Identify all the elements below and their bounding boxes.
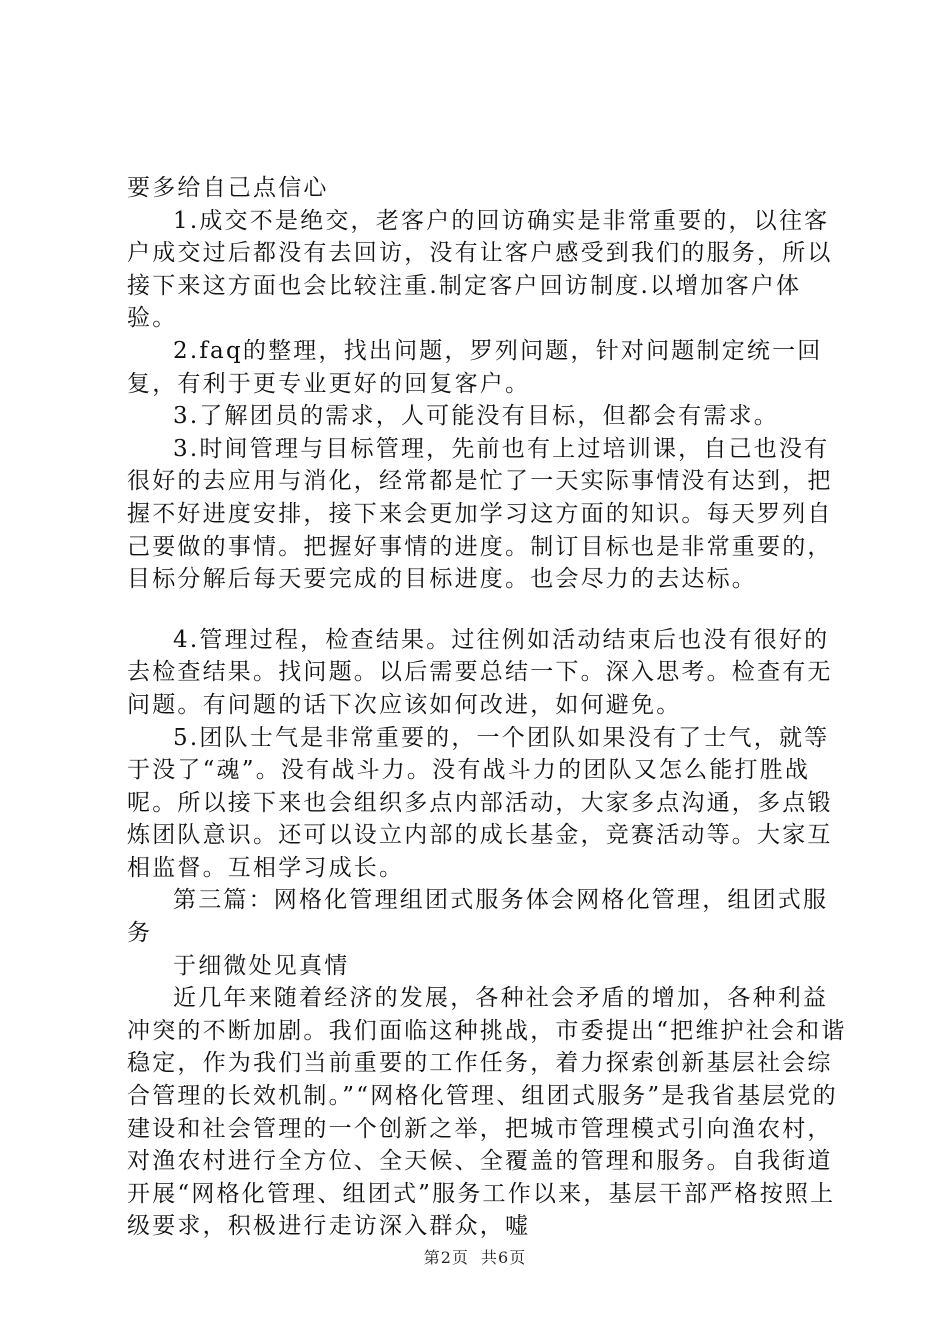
paragraph-item-3a: 3.了解团员的需求，人可能没有目标，但都会有需求。 [173, 403, 779, 430]
page-number: 第2页 [423, 1248, 469, 1267]
paragraph-item-3b: 3.时间管理与目标管理，先前也有上过培训课，自己也没有很好的去应用与消化，经常都是忙了一天实际事情没有达到，把握不好进度安排，接下来会更加学习这方面的知识。每天罗列自己要做的事情。把握好事情的进度。制订目标也是非常重要的，目标分解后每天要完成的目标进度。也会尽力的去达标。 [127, 435, 833, 593]
paragraph-item-4: 4.管理过程，检查结果。过往例如活动结束后也没有很好的去检查结果。找问题。以后需要总结一下。深入思考。检查有无问题。有问题的话下次应该如何改进，如何避免。 [127, 626, 833, 718]
page-footer [0, 1245, 950, 1268]
paragraph-item-2: 2.faq的整理，找出问题，罗列问题，针对问题制定统一回复，有利于更专业更好的回复客户。 [127, 337, 823, 397]
paragraph-intro: 近几年来随着经济的发展，各种社会矛盾的增加，各种利益冲突的不断加剧。我们面临这种挑战，市委提出“把维护社会和谐稳定，作为我们当前重要的工作任务，着力探索创新基层社会综合管理的长效机制。”“网格化管理、组团式服务”是我省基层党的建设和社会管理的一个创新之举，把城市管理模式引向渔农村，对渔农村进行全方位、全天候、全覆盖的管理和服务。自我街道开展“网格化管理、组团式”服务工作以来，基层干部严格按照上级要求，积极进行走访深入群众，嘘 [127, 985, 847, 1240]
paragraph-item-1: 1.成交不是绝交，老客户的回访确实是非常重要的，以往客户成交过后都没有去回访，没有让客户感受到我们的服务，所以接下来这方面也会比较注重.制定客户回访制度.以增加客户体验。 [127, 207, 833, 332]
paragraph-heading-confidence: 要多给自己点信心 [127, 175, 329, 201]
section-subtitle: 于细微处见真情 [173, 952, 350, 979]
document-body [127, 172, 847, 1243]
page-total: 共6页 [481, 1248, 527, 1267]
paragraph-item-5: 5.团队士气是非常重要的，一个团队如果没有了士气，就等于没了“魂”。没有战斗力。没有战斗力的团队又怎么能打胜战呢。所以接下来也会组织多点内部活动，大家多点沟通，多点锻炼团队意识。还可以设立内部的成长基金，竞赛活动等。大家互相监督。互相学习成长。 [127, 724, 833, 881]
section-title: 第三篇：网格化管理组团式服务体会网格化管理，组团式服务 [127, 887, 829, 947]
